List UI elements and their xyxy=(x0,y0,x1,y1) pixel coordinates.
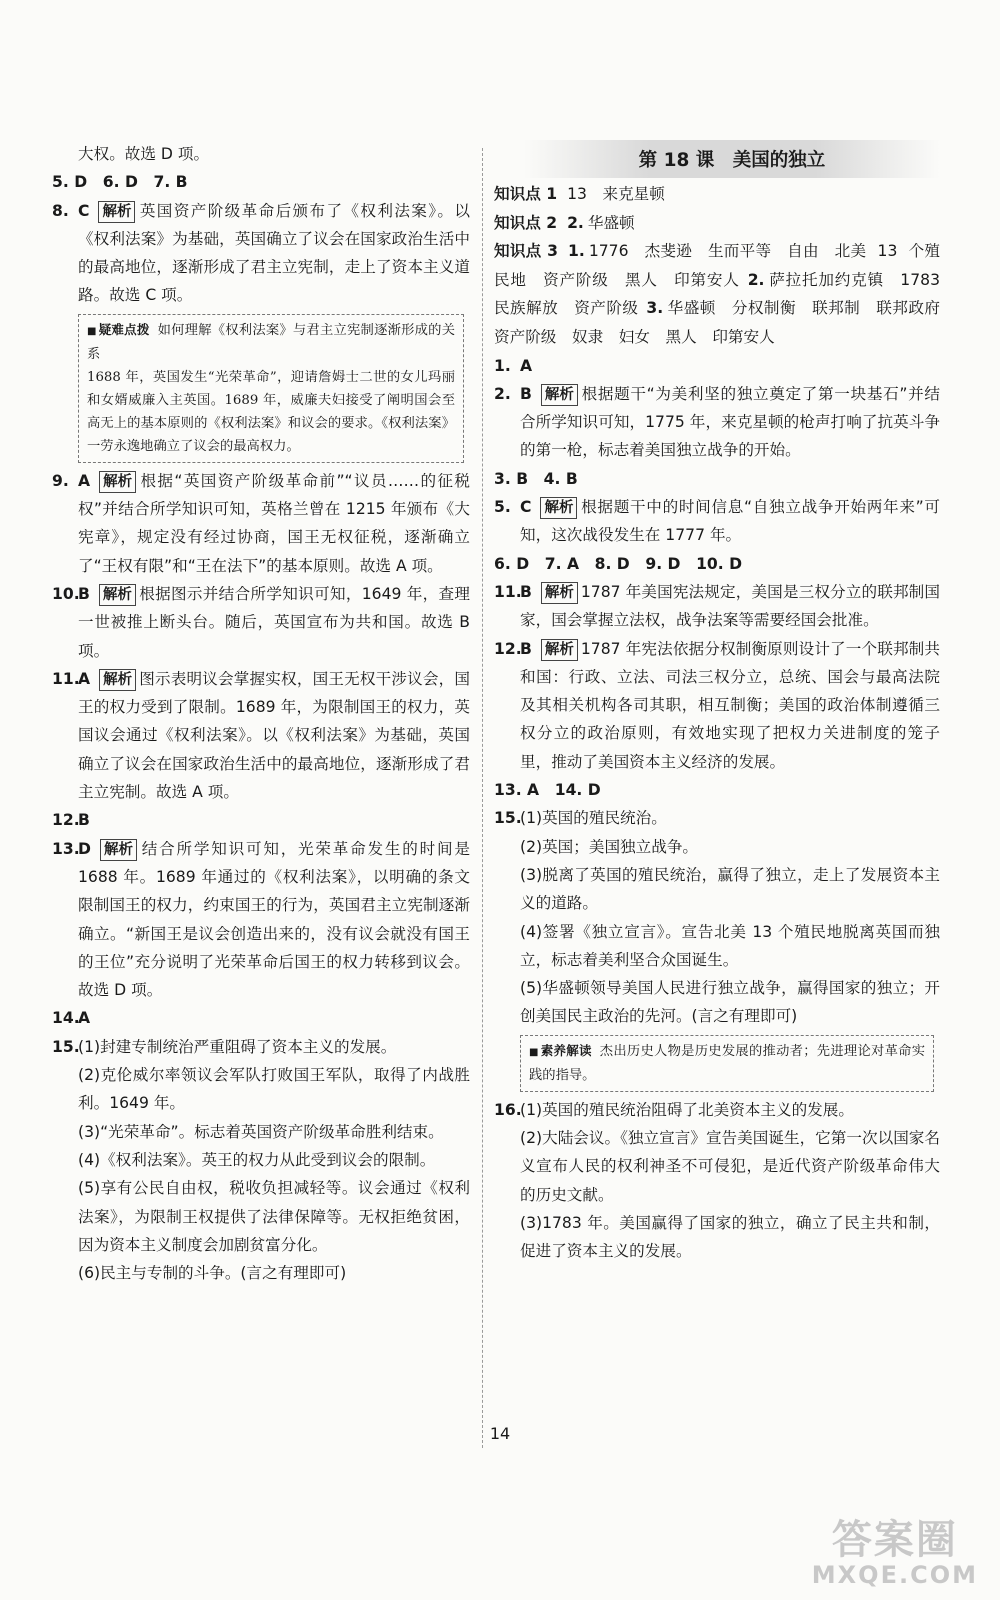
left-column xyxy=(52,140,470,1287)
question-15: 15. (1)英国的殖民统治。 xyxy=(494,809,667,828)
analysis-tag: 解析 xyxy=(99,471,136,493)
question-12: 12. B 解析 1787 年宪法依据分权制衡原则设计了一个联邦制共和国：行政、立法、司法三权分立，总统、国会与最高法院及其相关机构各司其职，相互制衡；美国的政治体制遵循三权分立的政治原则，有效地实现了把权力关进制度的笼子里，推动了美国资本主义经济的发展。 xyxy=(494,639,940,771)
answer-row-13-14: 13. A 14. D xyxy=(494,781,601,800)
watermark-url: MXQE.COM xyxy=(811,1561,978,1589)
answer-row-5-7: 5. D 6. D 7. B xyxy=(52,173,188,192)
q15-part: (3)“光荣革命”。标志着英国资产阶级革命胜利结束。 xyxy=(78,1122,444,1141)
q15-part: (5)享有公民自由权，税收负担减轻等。议会通过《权利法案》，为限制王权提供了法律保障等。无权拒绝贫困，因为资本主义制度会加剧贫富分化。 xyxy=(78,1179,470,1254)
question-14: 14. A xyxy=(52,1009,91,1028)
question-1: 1. A xyxy=(494,356,533,375)
note-title: ■ 疑难点拨 xyxy=(87,322,150,337)
analysis-tag: 解析 xyxy=(98,201,135,223)
answer-row-3-4: 3. B 4. B xyxy=(494,469,578,488)
page-number: 14 xyxy=(489,1424,511,1443)
analysis-tag: 解析 xyxy=(100,839,137,861)
knowledge-point-3: 知识点 3 1. 1776 杰斐逊 生而平等 自由 北美 13 个殖民地 资产阶级 黑人 印第安人 2. 萨拉托加约克镇 1783 民族解放 资产阶级 3. 华盛顿 分权制衡 联邦制 联邦政府 资产阶级 奴隶 妇女 黑人 印第安人 xyxy=(494,242,956,346)
watermark-text: 答案圈 xyxy=(831,1517,958,1563)
analysis-tag: 解析 xyxy=(541,582,578,604)
right-column xyxy=(494,140,956,1265)
note-question: 如何理解《权利法案》与君主立宪制逐渐形成的关系 xyxy=(87,322,456,362)
question-9: 9. A 解析 根据“英国资产阶级革命前”“议员……的征税权”并结合所学知识可知，英格兰曾在 1215 年颁布《大宪章》，规定没有经过协商，国王无权征税，逐渐确立了“王权有限”和“王在法下”的基本原则。故选 A 项。 xyxy=(52,471,470,575)
continued-text: 大权。故选 D 项。 xyxy=(78,145,210,163)
question-13: 13. D 解析 结合所学知识可知，光荣革命发生的时间是 1688 年。1689 年通过的《权利法案》，以明确的条文限制国王的权力，约束国王的行为，英国君主立宪制逐渐确立。“新国王是议会创造出来的，没有议会就没有国王的王位”充分说明了光荣革命后国王的权力转移到议会。故选 D 项。 xyxy=(52,839,470,1000)
analysis-tag: 解析 xyxy=(541,384,578,406)
question-10: 10. B 解析 根据图示并结合所学知识可知，1649 年，查理一世被推上断头台。随后，英国宣布为共和国。故选 B 项。 xyxy=(52,584,470,660)
analysis-tag: 解析 xyxy=(99,669,136,691)
question-2: 2. B 解析 根据题干“为美利坚的独立奠定了第一块基石”并结合所学知识可知，1775 年，来克星顿的枪声打响了抗英斗争的第一枪，标志着美国独立战争的开始。 xyxy=(494,384,940,460)
column-divider xyxy=(482,148,483,1448)
question-11: 11. A 解析 图示表明议会掌握实权，国王无权干涉议会，国王的权力受到了限制。1689 年，为限制国王的权力，英国议会通过《权利法案》。以《权利法案》为基础，英国确立了议会在国家政治生活中的最高地位，逐渐形成了君主立宪制。故选 A 项。 xyxy=(52,669,470,802)
analysis-tag: 解析 xyxy=(540,497,577,519)
literacy-note-box xyxy=(520,1035,934,1092)
analysis-tag: 解析 xyxy=(99,584,136,606)
note-body: 1688 年，英国发生“光荣革命”，迎请詹姆士二世的女儿玛丽和女婿威廉入主英国。1689 年，威廉夫妇接受了阐明国会至高无上的基本原则的《权利法案》和议会的要求。《权利法案》一劳永逸地确立了议会的最高权力。 xyxy=(87,369,455,454)
note-title: ■ 素养解读 xyxy=(529,1043,592,1058)
q15-part: (4)《权利法案》。英王的权力从此受到议会的限制。 xyxy=(78,1150,436,1169)
note-body: 杰出历史人物是历史发展的推动者；先进理论对革命实践的指导。 xyxy=(529,1043,925,1083)
q15-part: (6)民主与专制的斗争。(言之有理即可) xyxy=(78,1264,347,1283)
q16-part: (3)1783 年。美国赢得了国家的独立，确立了民主共和制，促进了资本主义的发展。 xyxy=(520,1213,940,1261)
question-5: 5. C 解析 根据题干中的时间信息“自独立战争开始两年来”可知，这次战役发生在 1777 年。 xyxy=(494,498,940,545)
answer-row-6-10: 6. D 7. A 8. D 9. D 10. D xyxy=(494,554,743,573)
question-8: 8. C 解析 英国资产阶级革命后颁布了《权利法案》。以《权利法案》为基础，英国确立了议会在国家政治生活中的最高地位，逐渐形成了君主立宪制，走上了资本主义道路。故选 C 项。 xyxy=(52,201,470,305)
analysis-tag: 解析 xyxy=(541,639,578,661)
q15-part: (4)签署《独立宣言》。宣告北美 13 个殖民地脱离英国而独立，标志着美利坚合众国诞生。 xyxy=(520,922,940,969)
question-15: 15. (1)封建专制统治严重阻碍了资本主义的发展。 xyxy=(52,1037,397,1056)
difficulty-note-box xyxy=(78,314,464,463)
q15-part: (5)华盛顿领导美国人民进行独立战争，赢得国家的独立；开创美国民主政治的先河。(言之有理即可) xyxy=(520,979,940,1026)
q15-part: (2)英国；美国独立战争。 xyxy=(520,837,699,856)
question-12: 12. B xyxy=(52,811,90,830)
q16-part: (2)大陆会议。《独立宣言》宣告美国诞生，它第一次以国家名义宣布人民的权利神圣不可侵犯，是近代资产阶级革命伟大的历史文献。 xyxy=(520,1128,940,1204)
knowledge-point-2: 知识点 2 2. 华盛顿 xyxy=(494,213,635,232)
knowledge-point-1: 知识点 1 13 来克星顿 xyxy=(494,185,665,203)
question-11: 11. B 解析 1787 年美国宪法规定，美国是三权分立的联邦制国家，国会掌握立法权，战争法案等需要经国会批准。 xyxy=(494,582,940,630)
q15-part: (2)克伦威尔率领议会军队打败国王军队，取得了内战胜利。1649 年。 xyxy=(78,1066,470,1113)
watermark-logo xyxy=(812,1518,978,1588)
question-16: 16. (1)英国的殖民统治阻碍了北美资本主义的发展。 xyxy=(494,1100,854,1119)
q15-part: (3)脱离了英国的殖民统治，赢得了独立，走上了发展资本主义的道路。 xyxy=(520,865,940,913)
lesson-title: 第 18 课 美国的独立 xyxy=(524,140,940,178)
